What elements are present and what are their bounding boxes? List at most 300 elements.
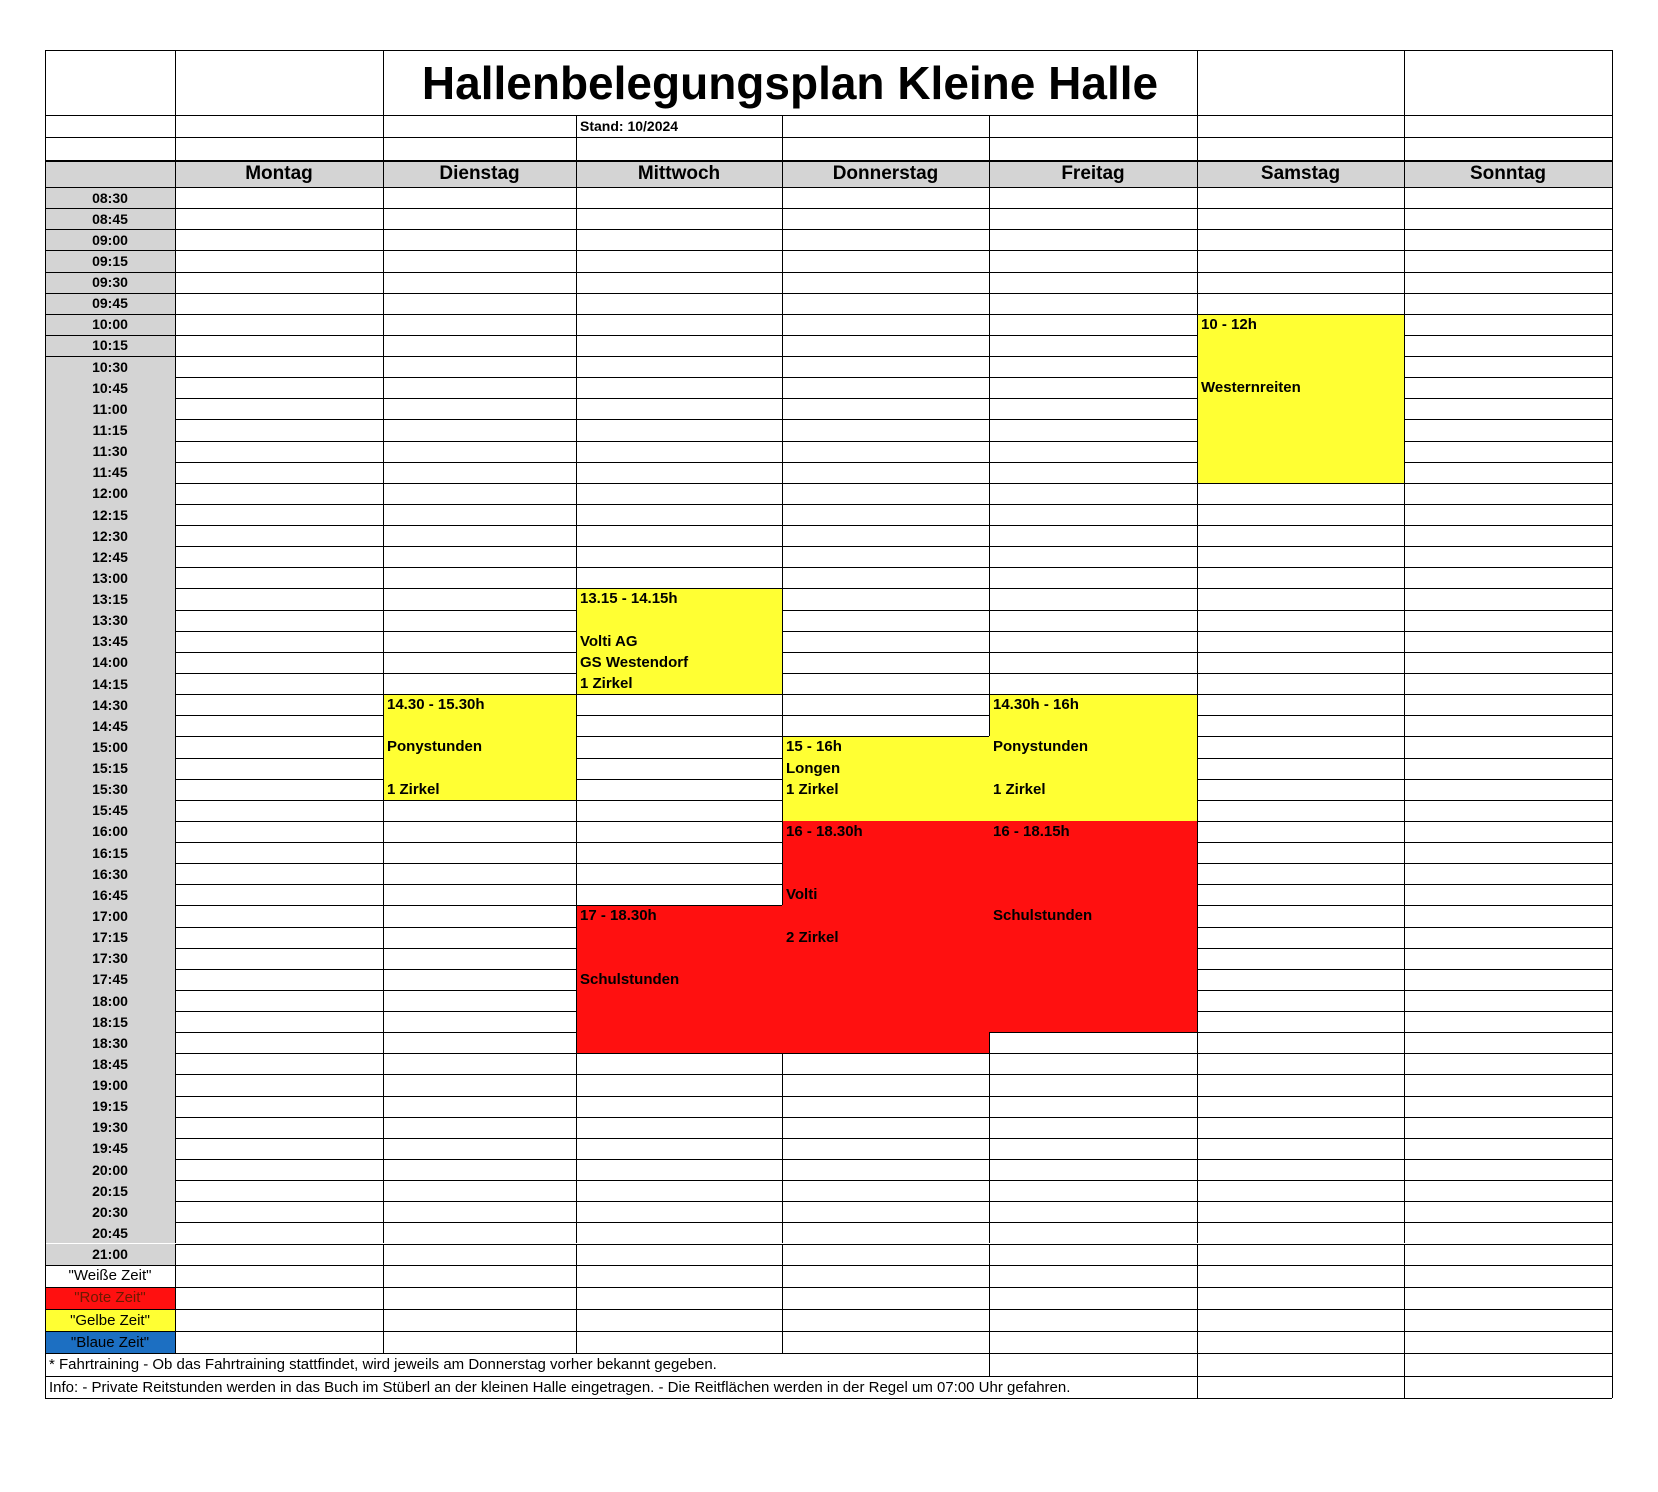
day-header-freitag: Freitag bbox=[989, 160, 1197, 187]
grid-line bbox=[989, 1096, 1197, 1097]
grid-line bbox=[782, 1222, 783, 1243]
grid-line bbox=[1404, 1117, 1405, 1138]
grid-line bbox=[782, 1309, 783, 1331]
grid-line bbox=[576, 160, 577, 187]
grid-line bbox=[175, 567, 176, 588]
grid-line bbox=[576, 1053, 577, 1074]
grid-line bbox=[1404, 1138, 1612, 1139]
grid-line bbox=[383, 610, 576, 611]
grid-line bbox=[1197, 1309, 1198, 1331]
grid-line bbox=[1197, 736, 1404, 737]
grid-line bbox=[576, 483, 577, 504]
grid-line bbox=[989, 462, 1197, 463]
grid-line bbox=[1197, 1138, 1404, 1139]
time-label: 14:00 bbox=[45, 652, 175, 673]
time-label: 17:15 bbox=[45, 927, 175, 948]
grid-line bbox=[1197, 821, 1404, 822]
grid-line bbox=[175, 1201, 383, 1202]
booking-text: Schulstunden bbox=[580, 970, 680, 988]
grid-line bbox=[1404, 1011, 1405, 1032]
grid-line bbox=[576, 927, 577, 948]
grid-line bbox=[1197, 1138, 1198, 1159]
grid-line bbox=[175, 969, 176, 990]
booking-block[interactable] bbox=[383, 694, 576, 800]
grid-line bbox=[1197, 335, 1198, 356]
grid-line bbox=[782, 588, 783, 609]
grid-line bbox=[1197, 715, 1404, 716]
grid-line bbox=[175, 356, 383, 357]
grid-line bbox=[1404, 525, 1612, 526]
grid-line bbox=[383, 1222, 384, 1243]
grid-line bbox=[1404, 905, 1405, 926]
grid-line bbox=[989, 483, 1197, 484]
grid-line bbox=[383, 1011, 384, 1032]
grid-line bbox=[175, 842, 383, 843]
grid-line bbox=[383, 673, 384, 694]
grid-line bbox=[576, 694, 782, 695]
booking-block[interactable] bbox=[576, 905, 782, 1053]
grid-line bbox=[175, 335, 176, 356]
grid-line bbox=[383, 546, 384, 567]
grid-line bbox=[1197, 1331, 1198, 1353]
grid-line bbox=[989, 1287, 990, 1309]
time-label: 13:30 bbox=[45, 610, 175, 631]
grid-line bbox=[175, 1053, 176, 1074]
grid-line bbox=[383, 1201, 384, 1222]
grid-line bbox=[383, 1053, 576, 1054]
grid-line bbox=[1197, 1222, 1198, 1243]
grid-line bbox=[175, 377, 176, 398]
grid-line bbox=[1197, 800, 1198, 821]
grid-line bbox=[175, 631, 176, 652]
grid-line bbox=[1404, 1138, 1405, 1159]
grid-line bbox=[383, 1287, 384, 1309]
grid-line bbox=[383, 314, 384, 335]
grid-line bbox=[383, 356, 576, 357]
grid-line bbox=[1404, 948, 1405, 969]
grid-line bbox=[1197, 567, 1404, 568]
grid-line bbox=[383, 356, 384, 377]
grid-line bbox=[175, 927, 383, 928]
booking-block[interactable] bbox=[576, 588, 782, 694]
grid-line bbox=[782, 546, 989, 547]
grid-line bbox=[383, 1331, 384, 1353]
grid-line bbox=[1404, 842, 1612, 843]
day-header-mittwoch: Mittwoch bbox=[576, 160, 782, 187]
grid-line bbox=[782, 1053, 783, 1074]
grid-line bbox=[989, 356, 1197, 357]
grid-line bbox=[1404, 736, 1405, 757]
grid-line bbox=[989, 314, 1197, 315]
grid-line bbox=[175, 1011, 176, 1032]
grid-line bbox=[989, 546, 1197, 547]
grid-line bbox=[383, 842, 576, 843]
booking-text: 1 Zirkel bbox=[786, 780, 839, 798]
grid-line bbox=[175, 208, 383, 209]
grid-line bbox=[175, 990, 176, 1011]
grid-line bbox=[1404, 1222, 1612, 1223]
grid-line bbox=[576, 1074, 782, 1075]
grid-line bbox=[383, 821, 576, 822]
grid-line bbox=[989, 694, 990, 715]
grid-line bbox=[175, 504, 383, 505]
grid-line bbox=[1197, 250, 1198, 271]
grid-line bbox=[1197, 314, 1404, 315]
grid-line bbox=[576, 779, 782, 780]
grid-line bbox=[576, 272, 782, 273]
grid-line bbox=[576, 800, 782, 801]
grid-line bbox=[175, 441, 383, 442]
grid-line bbox=[1404, 115, 1405, 160]
grid-line bbox=[989, 525, 990, 546]
grid-line bbox=[576, 1201, 577, 1222]
grid-line bbox=[1404, 1117, 1612, 1118]
grid-line bbox=[782, 736, 989, 737]
grid-line bbox=[1197, 441, 1198, 462]
grid-line bbox=[1404, 779, 1612, 780]
grid-line bbox=[782, 694, 783, 715]
grid-line bbox=[383, 504, 384, 525]
grid-line bbox=[175, 398, 383, 399]
time-label: 10:00 bbox=[45, 314, 175, 335]
grid-line bbox=[989, 652, 1197, 653]
day-header-corner bbox=[45, 160, 175, 187]
grid-line bbox=[383, 504, 576, 505]
grid-line bbox=[383, 1096, 384, 1117]
grid-line bbox=[1197, 715, 1198, 736]
grid-line bbox=[782, 462, 783, 483]
grid-line bbox=[782, 673, 783, 694]
grid-line bbox=[383, 779, 384, 800]
grid-line bbox=[1404, 1011, 1612, 1012]
grid-line bbox=[1404, 1032, 1405, 1053]
grid-line bbox=[1404, 546, 1612, 547]
grid-line bbox=[175, 863, 176, 884]
grid-line bbox=[175, 1096, 176, 1117]
grid-line bbox=[1404, 863, 1612, 864]
time-label: 21:00 bbox=[45, 1244, 175, 1265]
grid-line bbox=[175, 1309, 176, 1331]
grid-line bbox=[383, 800, 576, 801]
grid-line bbox=[383, 842, 384, 863]
grid-line bbox=[1197, 884, 1198, 905]
grid-line bbox=[782, 441, 989, 442]
grid-line bbox=[576, 884, 577, 905]
grid-line bbox=[576, 272, 577, 293]
booking-block[interactable] bbox=[989, 694, 1197, 821]
grid-line bbox=[383, 250, 576, 251]
booking-block[interactable] bbox=[782, 736, 989, 821]
booking-block[interactable] bbox=[989, 821, 1197, 1032]
grid-line bbox=[989, 377, 1197, 378]
grid-line bbox=[175, 272, 176, 293]
grid-line bbox=[1197, 1201, 1198, 1222]
grid-line bbox=[175, 314, 176, 335]
grid-line bbox=[576, 863, 782, 864]
grid-line bbox=[1404, 250, 1405, 271]
grid-line bbox=[1404, 567, 1405, 588]
grid-line bbox=[576, 1096, 782, 1097]
grid-line bbox=[989, 398, 990, 419]
grid-line bbox=[576, 187, 782, 188]
grid-line bbox=[1197, 314, 1198, 335]
grid-line bbox=[1197, 1159, 1198, 1180]
grid-line bbox=[1197, 800, 1404, 801]
grid-line bbox=[383, 1180, 576, 1181]
grid-line bbox=[1197, 1074, 1404, 1075]
grid-line bbox=[782, 504, 989, 505]
grid-line bbox=[576, 525, 577, 546]
grid-line bbox=[1197, 1201, 1404, 1202]
grid-line bbox=[1197, 1032, 1198, 1053]
grid-line bbox=[989, 546, 990, 567]
time-label: 08:30 bbox=[45, 187, 175, 208]
grid-line bbox=[576, 588, 782, 589]
grid-line bbox=[576, 736, 577, 757]
grid-line bbox=[45, 356, 175, 357]
grid-line bbox=[1197, 1222, 1404, 1223]
time-label: 16:00 bbox=[45, 821, 175, 842]
grid-line bbox=[45, 208, 175, 209]
grid-line bbox=[1404, 1244, 1405, 1265]
grid-line bbox=[1404, 293, 1405, 314]
grid-line bbox=[576, 1053, 782, 1054]
grid-line bbox=[989, 1074, 990, 1095]
grid-line bbox=[175, 50, 176, 115]
booking-text: 14.30 - 15.30h bbox=[387, 696, 485, 714]
time-label: 11:30 bbox=[45, 441, 175, 462]
grid-line bbox=[175, 779, 383, 780]
grid-line bbox=[175, 229, 383, 230]
grid-line bbox=[1404, 990, 1405, 1011]
grid-line bbox=[1404, 419, 1405, 440]
grid-line bbox=[175, 1222, 383, 1223]
grid-line bbox=[782, 293, 989, 294]
grid-line bbox=[782, 1138, 783, 1159]
grid-line bbox=[1404, 1331, 1405, 1353]
grid-line bbox=[782, 1074, 783, 1095]
grid-line bbox=[1197, 208, 1198, 229]
grid-line bbox=[576, 356, 577, 377]
grid-line bbox=[1404, 398, 1405, 419]
grid-line bbox=[1197, 673, 1404, 674]
grid-line bbox=[175, 229, 176, 250]
grid-line bbox=[45, 1353, 1612, 1354]
time-label: 11:15 bbox=[45, 419, 175, 440]
grid-line bbox=[1404, 293, 1612, 294]
grid-line bbox=[1404, 652, 1405, 673]
grid-line bbox=[1197, 272, 1198, 293]
grid-line bbox=[1404, 1287, 1405, 1309]
grid-line bbox=[576, 821, 782, 822]
grid-line bbox=[782, 1222, 989, 1223]
booking-text: Schulstunden bbox=[993, 907, 1093, 925]
grid-line bbox=[1197, 948, 1404, 949]
grid-line bbox=[1404, 50, 1405, 115]
grid-line bbox=[1197, 250, 1404, 251]
grid-line bbox=[1404, 673, 1612, 674]
grid-line bbox=[383, 115, 384, 160]
grid-line bbox=[576, 1117, 782, 1118]
booking-text: Westernreiten bbox=[1201, 379, 1301, 397]
grid-line bbox=[1197, 208, 1404, 209]
grid-line bbox=[576, 1265, 577, 1287]
grid-line bbox=[175, 1074, 383, 1075]
grid-line bbox=[383, 1159, 576, 1160]
grid-line bbox=[175, 588, 176, 609]
grid-line bbox=[1404, 314, 1405, 335]
grid-line bbox=[1404, 398, 1612, 399]
time-label: 14:45 bbox=[45, 715, 175, 736]
grid-line bbox=[782, 272, 783, 293]
grid-line bbox=[782, 863, 783, 884]
grid-line bbox=[175, 610, 383, 611]
grid-line bbox=[782, 293, 783, 314]
grid-line bbox=[1197, 1096, 1198, 1117]
grid-line bbox=[175, 694, 383, 695]
grid-line bbox=[1197, 483, 1198, 504]
grid-line bbox=[989, 208, 1197, 209]
grid-line bbox=[782, 1201, 783, 1222]
grid-line bbox=[1404, 969, 1612, 970]
grid-line bbox=[175, 1138, 383, 1139]
grid-line bbox=[175, 1265, 176, 1287]
grid-line bbox=[576, 441, 782, 442]
grid-line bbox=[383, 208, 384, 229]
grid-line bbox=[782, 1265, 783, 1287]
grid-line bbox=[1197, 694, 1404, 695]
grid-line bbox=[1404, 1096, 1612, 1097]
grid-line bbox=[576, 842, 577, 863]
grid-line bbox=[576, 1244, 577, 1265]
grid-line bbox=[782, 483, 783, 504]
grid-line bbox=[1404, 863, 1405, 884]
grid-line bbox=[175, 884, 383, 885]
grid-line bbox=[1404, 652, 1612, 653]
grid-line bbox=[782, 229, 783, 250]
grid-line bbox=[782, 229, 989, 230]
grid-line bbox=[175, 1287, 176, 1309]
grid-line bbox=[782, 1287, 783, 1309]
grid-line bbox=[782, 1180, 989, 1181]
grid-line bbox=[782, 694, 989, 695]
grid-line bbox=[1404, 504, 1612, 505]
grid-line bbox=[383, 525, 384, 546]
grid-line bbox=[782, 504, 783, 525]
grid-line bbox=[1404, 715, 1612, 716]
grid-line bbox=[782, 250, 783, 271]
grid-line bbox=[175, 736, 176, 757]
grid-line bbox=[576, 1222, 577, 1243]
grid-line bbox=[1197, 779, 1404, 780]
grid-line bbox=[175, 1053, 383, 1054]
grid-line bbox=[175, 293, 176, 314]
grid-line bbox=[383, 694, 384, 715]
grid-line bbox=[383, 187, 576, 188]
grid-line bbox=[576, 588, 577, 609]
grid-line bbox=[175, 567, 383, 568]
grid-line bbox=[782, 652, 989, 653]
grid-line bbox=[989, 398, 1197, 399]
time-label: 19:00 bbox=[45, 1074, 175, 1095]
grid-line bbox=[175, 1159, 176, 1180]
grid-line bbox=[576, 441, 577, 462]
grid-line bbox=[576, 1159, 577, 1180]
time-label: 13:45 bbox=[45, 631, 175, 652]
grid-line bbox=[383, 441, 576, 442]
booking-text: 10 - 12h bbox=[1201, 315, 1257, 333]
time-label: 10:30 bbox=[45, 356, 175, 377]
booking-block[interactable] bbox=[1197, 314, 1404, 483]
grid-line bbox=[175, 398, 176, 419]
booking-block[interactable] bbox=[782, 821, 989, 1053]
grid-line bbox=[45, 229, 175, 230]
grid-line bbox=[45, 250, 175, 251]
grid-line bbox=[989, 441, 990, 462]
grid-line bbox=[383, 398, 576, 399]
grid-line bbox=[1404, 631, 1405, 652]
grid-line bbox=[1197, 1180, 1198, 1201]
grid-line bbox=[1197, 905, 1404, 906]
grid-line bbox=[782, 758, 783, 779]
grid-line bbox=[175, 948, 176, 969]
grid-line bbox=[175, 314, 383, 315]
grid-line bbox=[383, 800, 384, 821]
grid-line bbox=[576, 990, 577, 1011]
grid-line bbox=[383, 398, 384, 419]
grid-line bbox=[1197, 779, 1198, 800]
grid-line bbox=[175, 272, 383, 273]
grid-line bbox=[782, 335, 989, 336]
grid-line bbox=[383, 863, 576, 864]
grid-line bbox=[175, 1244, 176, 1265]
grid-line bbox=[1404, 314, 1612, 315]
grid-line bbox=[383, 377, 384, 398]
grid-line bbox=[782, 187, 989, 188]
grid-line bbox=[1197, 1117, 1198, 1138]
grid-line bbox=[576, 293, 782, 294]
grid-line bbox=[576, 1011, 577, 1032]
grid-line bbox=[782, 736, 783, 757]
grid-line bbox=[576, 1180, 577, 1201]
grid-line bbox=[1404, 758, 1405, 779]
grid-line bbox=[175, 377, 383, 378]
grid-line bbox=[1404, 884, 1612, 885]
time-label: 16:45 bbox=[45, 884, 175, 905]
grid-line bbox=[782, 1117, 989, 1118]
grid-line bbox=[782, 1180, 783, 1201]
grid-line bbox=[175, 715, 176, 736]
grid-line bbox=[1404, 588, 1612, 589]
grid-line bbox=[383, 905, 384, 926]
grid-line bbox=[1404, 208, 1405, 229]
grid-line bbox=[576, 483, 782, 484]
time-label: 15:30 bbox=[45, 779, 175, 800]
grid-line bbox=[383, 1201, 576, 1202]
day-header-sonntag: Sonntag bbox=[1404, 160, 1612, 187]
grid-line bbox=[576, 525, 782, 526]
grid-line bbox=[45, 137, 1612, 138]
time-label: 20:45 bbox=[45, 1222, 175, 1243]
booking-text: 2 Zirkel bbox=[786, 928, 839, 946]
grid-line bbox=[1404, 356, 1612, 357]
grid-line bbox=[383, 1096, 576, 1097]
grid-line bbox=[1197, 398, 1198, 419]
grid-line bbox=[1404, 694, 1612, 695]
grid-line bbox=[782, 1201, 989, 1202]
grid-line bbox=[175, 525, 176, 546]
time-label: 17:30 bbox=[45, 948, 175, 969]
